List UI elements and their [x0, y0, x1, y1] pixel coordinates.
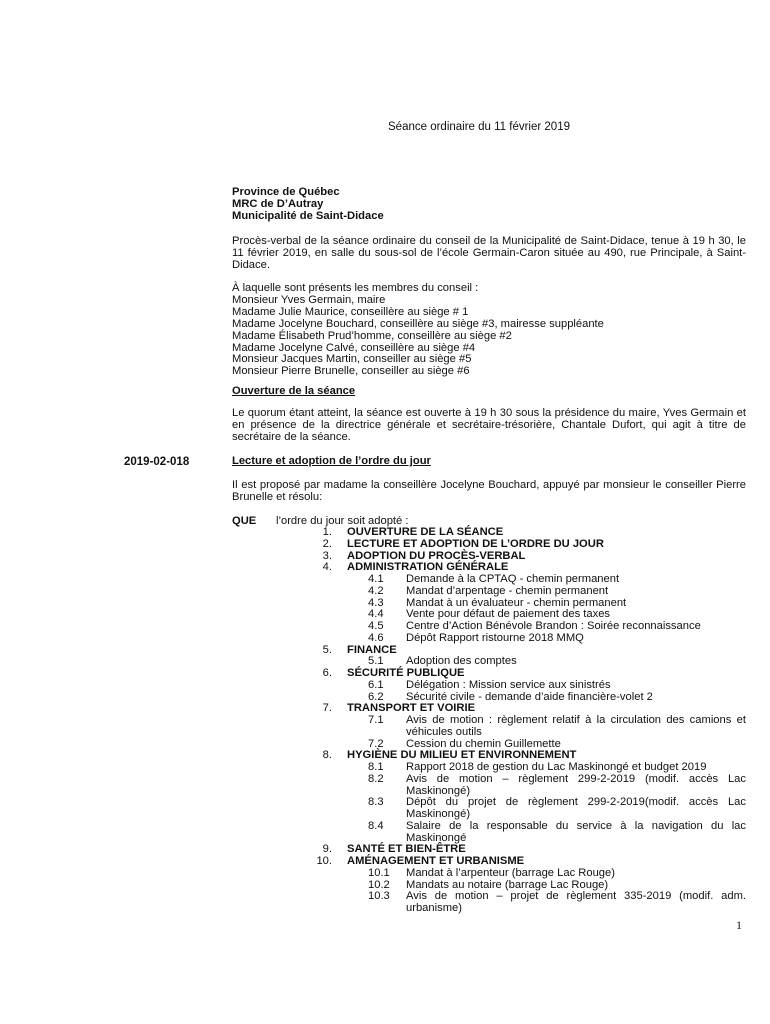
que-label: QUE: [232, 515, 257, 527]
member-line: Madame Élisabeth Prud’homme, conseillère au siège #2: [232, 329, 512, 342]
agenda-item-title: SANTÉ ET BIEN-ÊTRE: [347, 843, 466, 856]
agenda-subitem-text: Avis de motion : règlement relatif à la circulation des camions et véhicules outils: [406, 714, 746, 738]
agenda-subitem-number: 4.1: [368, 573, 384, 585]
agenda-subitem-text: Avis de motion – projet de règlement 335-2019 (modif. adm. urbanisme): [406, 890, 746, 915]
agenda-subitem-text: Salaire de la responsable du service à la navigation du lac Maskinongé: [406, 819, 746, 844]
mrc-line: MRC de D’Autray: [232, 197, 324, 210]
members-intro: À laquelle sont présents les membres du conseil :: [232, 282, 479, 294]
que-text: l’ordre du jour soit adopté :: [276, 515, 409, 527]
agenda-subitem-number: 8.1: [368, 761, 384, 773]
agenda-subitem-number: 7.1: [368, 714, 384, 726]
agenda-item-title: SÉCURITÉ PUBLIQUE: [347, 667, 465, 679]
province-block: [232, 187, 746, 223]
agenda-subitem-text: Mandat d’arpentage - chemin permanent: [406, 584, 609, 597]
agenda-subitem-number: 5.1: [368, 655, 384, 668]
agenda-subitem-number: 8.2: [368, 772, 384, 785]
intro-paragraph: Procès-verbal de la séance ordinaire du conseil de la Municipalité de Saint-Didace, tenue à 19 h 30, le 11 février 2019, en salle du sous-sol de l’école Germain-Caron située au 490, rue Principale, à Saint-Didace.: [232, 235, 746, 271]
member-line: Madame Jocelyne Calvé, conseillère au siège #4: [232, 341, 476, 354]
agenda-subitem-number: 10.1: [368, 866, 390, 879]
session-header: Séance ordinaire du 11 février 2019: [388, 121, 570, 133]
agenda-item-title: ADOPTION DU PROCÈS-VERBAL: [347, 549, 526, 562]
member-line: Monsieur Jacques Martin, conseiller au siège #5: [232, 353, 472, 366]
resolution-title: Lecture et adoption de l’ordre du jour: [232, 455, 431, 467]
agenda-item-title: HYGIÈNE DU MILIEU ET ENVIRONNEMENT: [347, 749, 577, 762]
agenda-subitem-number: 4.2: [368, 584, 384, 597]
agenda-subitem-number: 7.2: [368, 737, 384, 750]
agenda-subitem-text: Dépôt Rapport ristourne 2018 MMQ: [406, 631, 584, 644]
agenda-subitem-number: 10.2: [368, 878, 390, 891]
agenda-subitem-text: Mandat à l’arpenteur (barrage Lac Rouge): [406, 866, 615, 879]
agenda-subitem-number: 10.3: [368, 890, 390, 903]
agenda-subitem-text: Délégation : Mission service aux sinistrés: [406, 678, 611, 691]
agenda-subitem-number: 8.3: [368, 796, 384, 809]
agenda-item-number: 9.: [322, 843, 332, 856]
agenda-item-title: FINANCE: [347, 643, 397, 656]
ouverture-paragraph: Le quorum étant atteint, la séance est ouverte à 19 h 30 sous la présidence du maire, Yves Germain et en présence de la directrice générale et secrétaire-trésorière, Chantale Dufort, qui agit à titre de secrétaire de la séance.: [232, 407, 746, 443]
agenda-item-number: 2.: [322, 537, 332, 550]
agenda-item-title: LECTURE ET ADOPTION DE L’ORDRE DU JOUR: [347, 537, 604, 550]
agenda-item-title: ADMINISTRATION GÉNÉRALE: [347, 561, 509, 574]
agenda-item-number: 5.: [322, 643, 332, 656]
agenda-subitem-text: Vente pour défaut de paiement des taxes: [406, 608, 611, 621]
agenda-item-title: AMÉNAGEMENT ET URBANISME: [347, 855, 525, 867]
agenda-subitem-number: 4.4: [368, 608, 384, 621]
agenda-item-title: OUVERTURE DE LA SÉANCE: [347, 526, 504, 538]
agenda-subitem-number: 4.6: [368, 631, 384, 644]
member-line: Madame Jocelyne Bouchard, conseillère au siège #3, mairesse suppléante: [232, 317, 604, 330]
agenda-subitem-number: 6.2: [368, 690, 384, 703]
page-number: 1: [736, 918, 742, 932]
member-line: Monsieur Yves Germain, maire: [232, 293, 386, 306]
agenda-subitem-text: Dépôt du projet de règlement 299-2-2019(modif. accès Lac Maskinongé): [406, 796, 746, 821]
agenda-item-number: 3.: [322, 549, 332, 562]
agenda-item-number: 4.: [322, 561, 332, 574]
agenda-item-number: 7.: [322, 702, 332, 715]
agenda-item-number: 8.: [322, 749, 332, 762]
ouverture-title: Ouverture de la séance: [232, 385, 356, 397]
agenda-subitem-number: 6.1: [368, 678, 384, 691]
resolution-number: 2019-02-018: [124, 456, 190, 468]
agenda-subitem-number: 4.3: [368, 596, 384, 609]
province-line: Province de Québec: [232, 186, 340, 198]
agenda-item-number: 1.: [322, 526, 332, 538]
member-line: Madame Julie Maurice, conseillère au siège # 1: [232, 305, 469, 318]
proposal-paragraph: Il est proposé par madame la conseillère Jocelyne Bouchard, appuyé par monsieur le conseiller Pierre Brunelle et résolu:: [232, 479, 746, 503]
agenda-subitem-text: Avis de motion – règlement 299-2-2019 (modif. accès Lac Maskinongé): [406, 772, 746, 797]
agenda-subitem-text: Sécurité civile - demande d’aide financière-volet 2: [406, 690, 653, 703]
municipality-line: Municipalité de Saint-Didace: [232, 209, 384, 222]
agenda-subitem-text: Centre d’Action Bénévole Brandon : Soirée reconnaissance: [406, 620, 701, 632]
members-block: [232, 283, 746, 378]
agenda-subitem-text: Rapport 2018 de gestion du Lac Maskinongé et budget 2019: [406, 761, 707, 773]
agenda-subitem-text: Cession du chemin Guillemette: [406, 737, 561, 750]
agenda-item-title: TRANSPORT ET VOIRIE: [347, 702, 476, 715]
agenda-subitem-text: Adoption des comptes: [406, 655, 517, 668]
member-line: Monsieur Pierre Brunelle, conseiller au siège #6: [232, 365, 470, 378]
agenda-item-number: 6.: [322, 667, 332, 679]
agenda-subitem-number: 8.4: [368, 819, 384, 832]
agenda-subitem-number: 4.5: [368, 620, 384, 632]
agenda-subitem-text: Demande à la CPTAQ - chemin permanent: [406, 573, 620, 585]
agenda-item-number: 10.: [316, 855, 332, 867]
agenda-subitem-text: Mandat à un évaluateur - chemin permanent: [406, 596, 627, 609]
agenda-subitem-text: Mandats au notaire (barrage Lac Rouge): [406, 878, 609, 891]
